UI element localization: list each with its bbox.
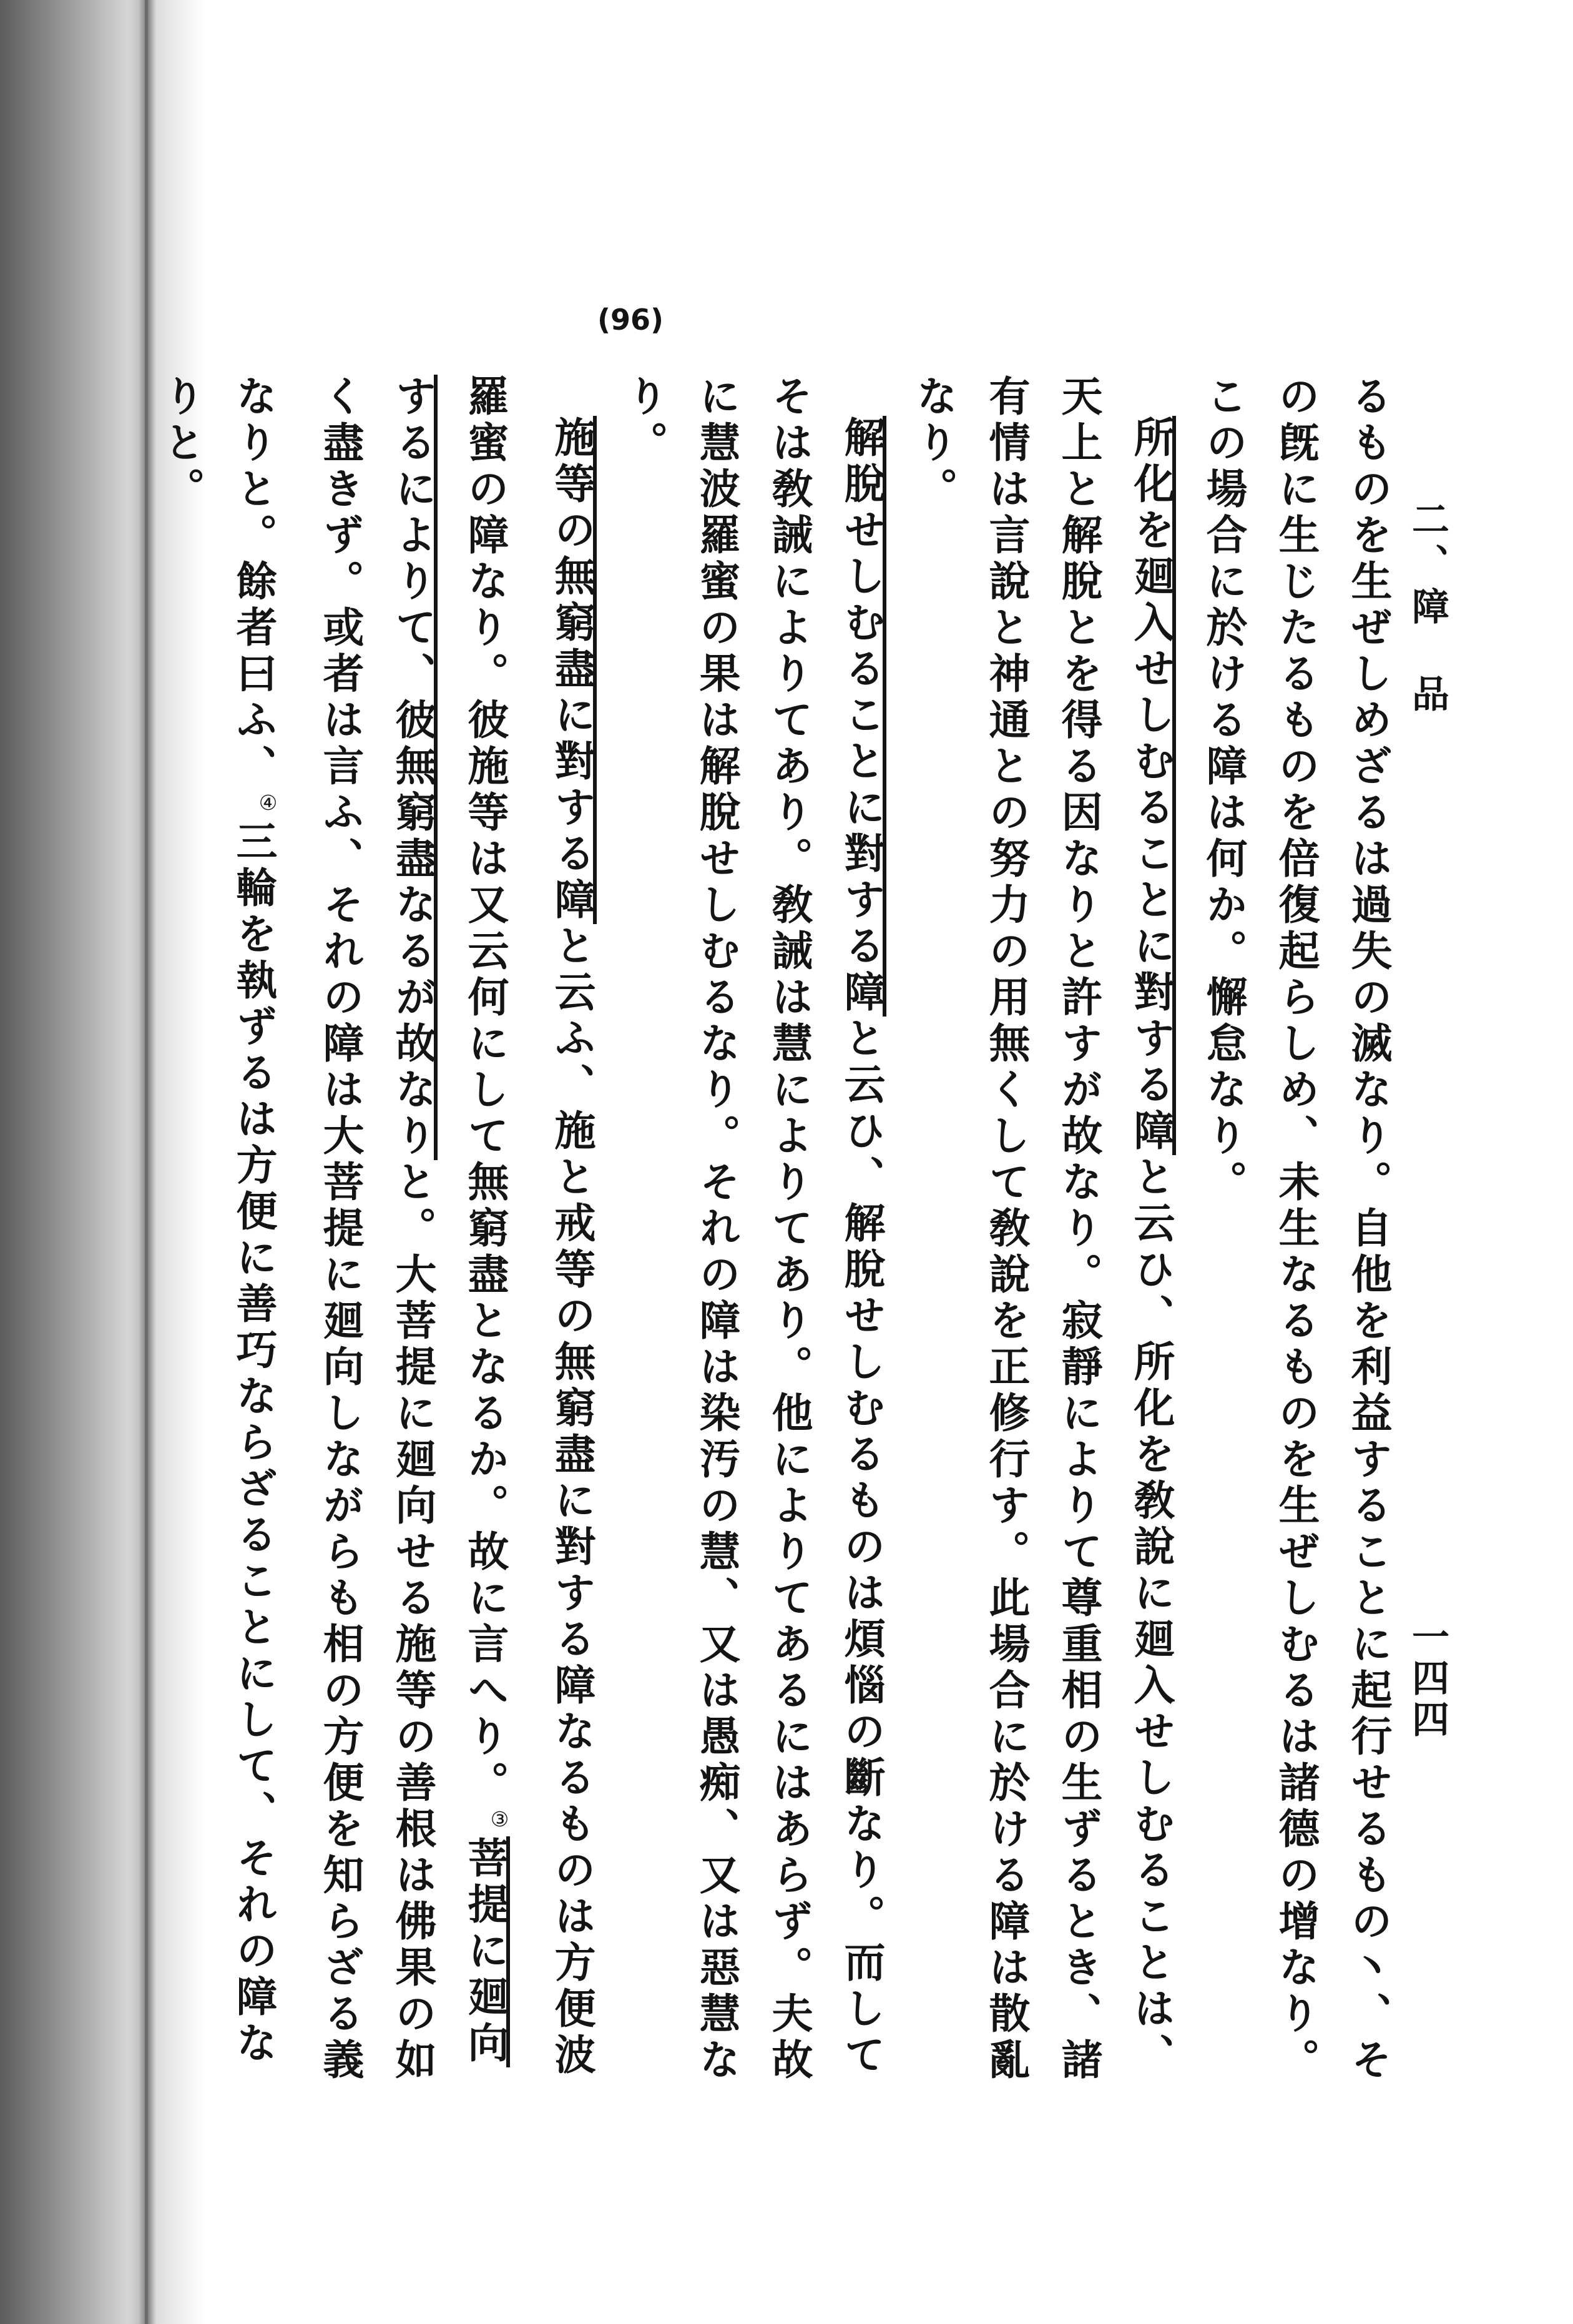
page-number: 一四四	[1406, 1617, 1449, 1741]
paragraph-text: るものを生ぜしめざるは過失の滅なり。自他を利益することに起行せるもの丶、その旣に生じたるものを倍復起らしめ、未生なるものを生ぜしむるは諸德の增なり。この場合に於ける障は何か。懈怠なり。	[1199, 375, 1393, 2084]
paragraph-text: と云ふ、施と戒等の無窮盡に對する障なるものは方便波羅蜜の障なり。彼施等は又云何にして無窮盡となるか。故に言へり。	[461, 375, 596, 2079]
paragraph-3	[608, 375, 898, 2092]
paragraph-4	[145, 375, 608, 2092]
paragraph-1	[1187, 375, 1404, 2092]
section-term: 解脫せしむることに對する障	[837, 416, 886, 1017]
paragraph-text: と。大菩提に廻向せる施等の善根は佛果の如く盡きず。或者は言ふ、それの障は大菩提に廻向しながらも相の方便を知らざる義なりと。餘者曰ふ、	[229, 375, 437, 2084]
running-head: 二、障 品	[1406, 500, 1449, 718]
paragraph-text: と云ひ、解脫せしむるものは煩惱の斷なり。而してそは敎誡によりてあり。敎誡は慧によりてあり。他によりてあるにはあらず。夫故に慧波羅蜜の果は解脫せしむるなり。それの障は染汚の慧、又は愚痴、又は惡慧なり。	[620, 375, 886, 2084]
scan-page-number: (96)	[597, 303, 664, 337]
section-term: 所化を廻入せしむることに對する障	[1127, 416, 1175, 1155]
main-text	[157, 375, 1404, 2092]
footnote-marker-4: ④	[256, 790, 280, 820]
paragraph-text: と云ひ、所化を敎說に廻入せしむることは、天上と解脫とを得る因なりと許すが故なり。寂靜によりて尊重相の生ずるとき、諸有情は言說と神通との努力の用無くして敎說を正修行す。此場合に於ける障は散亂なり。	[909, 375, 1175, 2084]
section-term: 施等の無窮盡に對する障	[547, 416, 596, 924]
quoted-verse: 菩提に廻向するによりて、彼無窮盡なるが故なり	[388, 375, 509, 2067]
paragraph-text: 三輪を執ずるは方便に善巧ならざることにして、それの障なりと。	[157, 375, 278, 2067]
paragraph-2	[898, 375, 1187, 2092]
footnote-marker-3: ③	[488, 1807, 512, 1836]
